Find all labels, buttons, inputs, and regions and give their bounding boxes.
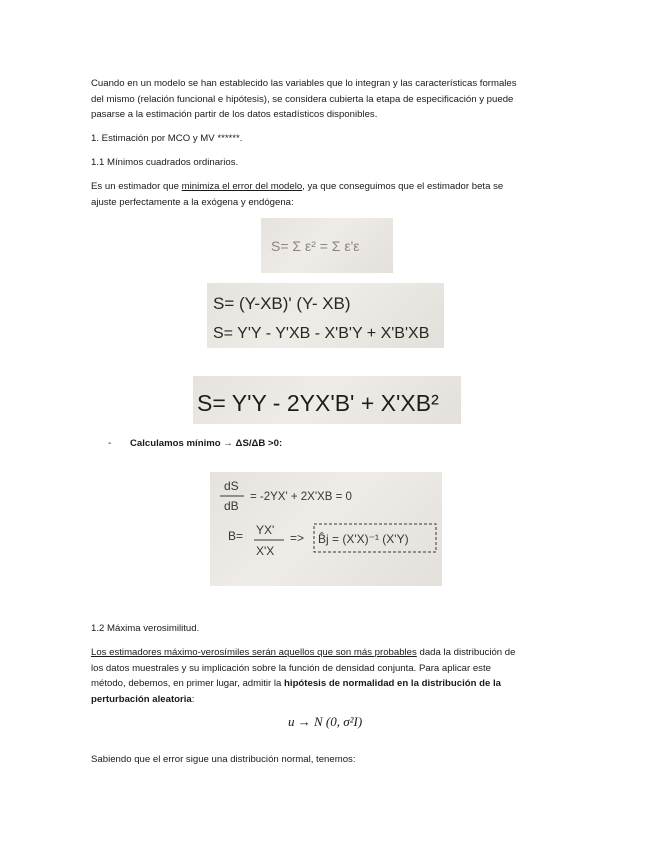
handwritten-expansion-line-2: S= Y'Y - Y'XB - X'B'Y + X'B'XB — [213, 325, 430, 342]
mv-text-post: dada la distribución de — [416, 647, 516, 658]
mv-line-4-bold: perturbación aleatoria — [91, 693, 192, 705]
mv-line-2: los datos muestrales y su implicación sobre la función de densidad conjunta. Para aplicar este — [91, 662, 491, 674]
handwritten-simplified-svg — [193, 376, 461, 424]
mco-line-1 — [91, 179, 561, 195]
closing-paragraph: Sabiendo que el error sigue una distribución normal, tenemos: — [91, 754, 356, 765]
mv-text-underlined: Los estimadores máximo-verosímiles serán aquellos que son más probables — [91, 647, 417, 658]
section-1-1-heading: 1.1 Mínimos cuadrados ordinarios. — [91, 157, 239, 168]
normality-formula: u → N (0, σ²I) — [288, 714, 363, 729]
mv-line-3-pre: método, debemos, en primer lugar, admitir la — [91, 678, 285, 690]
intro-paragraph — [91, 76, 561, 123]
intro-line-3: pasarse a la estimación partir de los datos estadísticos disponibles. — [91, 109, 378, 121]
handwritten-yx: YX' — [256, 523, 275, 537]
bullet-dash: - — [108, 438, 112, 449]
section-1-heading: 1. Estimación por MCO y MV ******. — [91, 133, 243, 144]
handwritten-expansion-line-1: S= (Y-XB)' (Y- XB) — [213, 294, 351, 313]
section-1-2-heading: 1.2 Máxima verosimilitud. — [91, 623, 200, 634]
mv-line-3 — [91, 676, 561, 692]
handwritten-derivative-svg — [210, 472, 442, 586]
handwritten-sum-squares-text: S= Σ ε² = Σ ε'ε — [271, 238, 360, 254]
handwritten-db: dB — [224, 499, 239, 513]
bullet-minimum-text: Calculamos mínimo → ΔS/ΔB >0: — [130, 438, 283, 449]
mv-line-3-bold: hipótesis de normalidad en la distribución de la — [284, 678, 502, 690]
handwritten-ds: dS — [224, 479, 239, 493]
handwritten-expansion-svg — [207, 283, 444, 348]
handwritten-result: B̂j = (X'X)⁻¹ (X'Y) — [318, 532, 409, 546]
handwritten-simplified-image — [193, 376, 461, 424]
handwritten-derivative-rest: = -2YX' + 2X'XB = 0 — [250, 491, 352, 503]
intro-line-2: del mismo (relación funcional e hipótesis), se considera cubierta la etapa de especificación y puede — [91, 93, 514, 105]
mv-line-1 — [91, 645, 561, 661]
mco-text-underlined: minimiza el error del modelo — [181, 181, 303, 192]
handwritten-xx: X'X — [256, 544, 275, 558]
handwritten-b-equals: B= — [228, 529, 244, 543]
mco-text-pre: Es un estimador que — [91, 181, 182, 192]
handwritten-implies: => — [290, 531, 305, 545]
mco-paragraph — [91, 179, 561, 210]
handwritten-simplified-text: S= Y'Y - 2YX'B' + X'XB² — [197, 390, 439, 416]
mv-line-4 — [91, 692, 561, 708]
intro-line-1: Cuando en un modelo se han establecido las variables que lo integran y las características formales — [91, 78, 517, 89]
mco-line-2: ajuste perfectamente a la exógena y endógena: — [91, 196, 294, 208]
handwritten-expansion-image — [207, 283, 444, 348]
mv-line-4-post: : — [191, 693, 195, 705]
handwritten-derivative-image — [210, 472, 442, 586]
handwritten-sum-squares-svg — [261, 218, 393, 273]
handwritten-sum-squares-image — [261, 218, 393, 273]
mco-text-post: , ya que conseguimos que el estimador beta se — [302, 181, 504, 192]
mv-paragraph — [91, 645, 561, 707]
